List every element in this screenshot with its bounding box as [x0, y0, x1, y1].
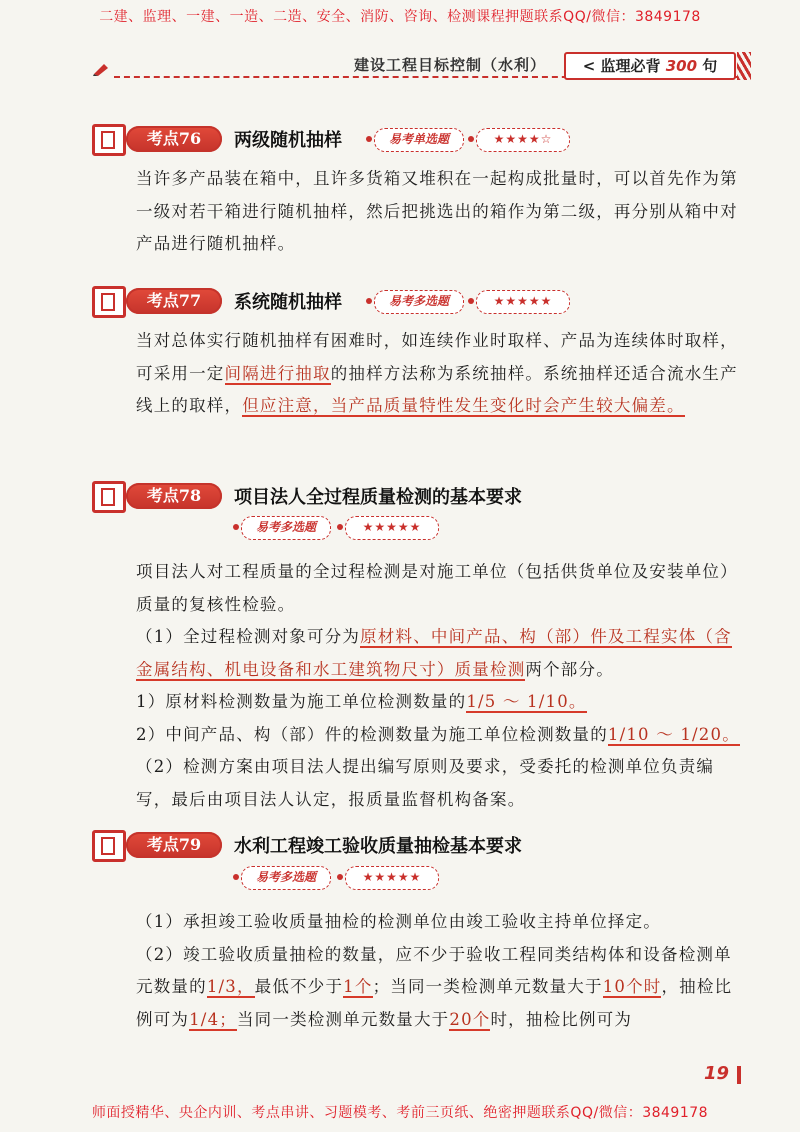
page-number: 19: [704, 1063, 730, 1084]
text-run: 1）原材料检测数量为施工单位检测数量的: [136, 692, 467, 711]
book-icon: [92, 830, 126, 862]
point-paragraph: [136, 621, 746, 686]
highlighted-text: 1个: [343, 977, 373, 996]
highlighted-text: 20个: [449, 1009, 491, 1029]
highlighted-text: 间隔进行抽取: [224, 363, 331, 383]
dot-icon: [468, 298, 474, 304]
text-run: （1）承担竣工验收质量抽检的检测单位由竣工验收主持单位择定。: [136, 912, 661, 931]
point-body-78: [136, 556, 746, 816]
highlighted-text: 1/5 ～ 1/10。: [466, 692, 587, 711]
book-title: 建设工程目标控制（水利）: [354, 56, 547, 74]
point-paragraph: [136, 939, 746, 1037]
point-title: 系统随机抽样: [234, 292, 342, 313]
point-paragraph: [136, 751, 746, 816]
point-paragraph: [136, 719, 746, 752]
dot-icon: [468, 136, 474, 142]
point-paragraph: [136, 686, 746, 719]
point-heading-78: [92, 477, 612, 513]
point-label: 考点77: [126, 288, 222, 314]
text-run: 时，抽检比例可为: [490, 1009, 633, 1029]
text-run: 2）中间产品、构（部）件的检测数量为施工单位检测数量的: [136, 724, 608, 744]
point-heading-76: [92, 120, 572, 156]
difficulty-stars: ★★★★☆: [476, 128, 570, 152]
point-label: 考点76: [126, 126, 222, 152]
text-run: （1）全过程检测对象可分为: [136, 627, 361, 646]
series-tag-suffix: 句: [702, 57, 718, 75]
header-stripes: [737, 52, 751, 80]
dot-icon: [337, 874, 343, 880]
highlighted-text: 1/3，: [206, 977, 255, 996]
highlighted-text: 但应注意，当产品质量特性发生变化时会产生较大偏差。: [242, 396, 685, 415]
bottom-promo-banner: 师面授精华、央企内训、考点串讲、习题模考、考前三页纸、绝密押题联系QQ/微信：3849178: [91, 1105, 709, 1121]
question-type-badge-78: 易考多选题: [241, 516, 331, 540]
highlighted-text: 原材料、中间产品、构（部）件及工程实体（含金属结构、机电设备和水工建筑物尺寸）质量检测: [136, 627, 732, 679]
dot-icon: [366, 136, 372, 142]
book-icon: [92, 124, 126, 156]
point-title: 两级随机抽样: [234, 130, 342, 151]
text-run: 当对总体实行随机抽样有困难时，如连续作业时取样、产品为连续体时取样，可采用一定: [136, 331, 738, 383]
difficulty-stars: ★★★★★: [476, 290, 570, 314]
text-run: （2）竣工验收质量抽检的数量，应不少于验收工程同类结构体和设备检测单元数量的: [136, 944, 732, 996]
book-icon: [92, 481, 126, 513]
point-heading-77: [92, 282, 572, 318]
text-run: （2）检测方案由项目法人提出编写原则及要求，受委托的检测单位负责编写，最后由项目法人认定，报质量监督机构备案。: [136, 757, 715, 809]
point-body-79: [136, 906, 746, 1036]
text-run: 当许多产品装在箱中，且许多货箱又堆积在一起构成批量时，可以首先作为第一级对若干箱进行随机抽样，然后把挑选出的箱作为第二级，再分别从箱中对产品进行随机抽样。: [136, 169, 738, 253]
text-run: 项目法人对工程质量的全过程检测是对施工单位（包括供货单位及安装单位）质量的复核性检验。: [136, 562, 738, 614]
difficulty-stars-78: ★★★★★: [345, 516, 439, 540]
highlighted-text: 10个时: [602, 977, 662, 996]
dot-icon: [233, 524, 239, 530]
text-run: ，抽检比例可为: [136, 977, 733, 1029]
point-paragraph: [136, 325, 746, 423]
question-type-badge-79: 易考多选题: [241, 866, 331, 890]
point-body-76: [136, 163, 746, 261]
highlighted-text: 1/10 ～ 1/20。: [607, 724, 740, 744]
point-paragraph: [136, 906, 746, 939]
running-header: [92, 52, 737, 86]
dot-icon: [233, 874, 239, 880]
point-label: 考点78: [126, 483, 222, 509]
series-tag-prefix: < 监理必背: [582, 57, 661, 75]
top-promo-banner: 二建、监理、一建、一造、二造、安全、消防、咨询、检测课程押题联系QQ/微信：3849178: [99, 9, 701, 25]
series-tag: [564, 52, 736, 80]
series-tag-number: 300: [665, 57, 698, 75]
text-run: 最低不少于: [254, 977, 344, 996]
text-run: 当同一类检测单元数量大于: [236, 1009, 450, 1029]
point-label: 考点79: [126, 832, 222, 858]
text-run: 的抽样方法称为系统抽样。系统抽样还适合流水生产线上的取样，: [136, 363, 738, 415]
point-body-77: [136, 325, 746, 423]
point-title: 项目法人全过程质量检测的基本要求: [234, 487, 522, 508]
question-type-badge: 易考单选题: [374, 128, 464, 152]
dot-icon: [366, 298, 372, 304]
point-paragraph: [136, 163, 746, 261]
difficulty-stars-79: ★★★★★: [345, 866, 439, 890]
dot-icon: [337, 524, 343, 530]
text-run: 两个部分。: [525, 659, 614, 679]
text-run: ；当同一类检测单元数量大于: [372, 977, 603, 996]
point-heading-79: [92, 826, 612, 862]
book-icon: [92, 286, 126, 318]
point-paragraph: [136, 556, 746, 621]
pencil-icon: [92, 62, 110, 76]
page-number-bar: [737, 1066, 741, 1084]
highlighted-text: 1/4；: [189, 1009, 237, 1029]
question-type-badge: 易考多选题: [374, 290, 464, 314]
point-title: 水利工程竣工验收质量抽检基本要求: [234, 836, 522, 857]
